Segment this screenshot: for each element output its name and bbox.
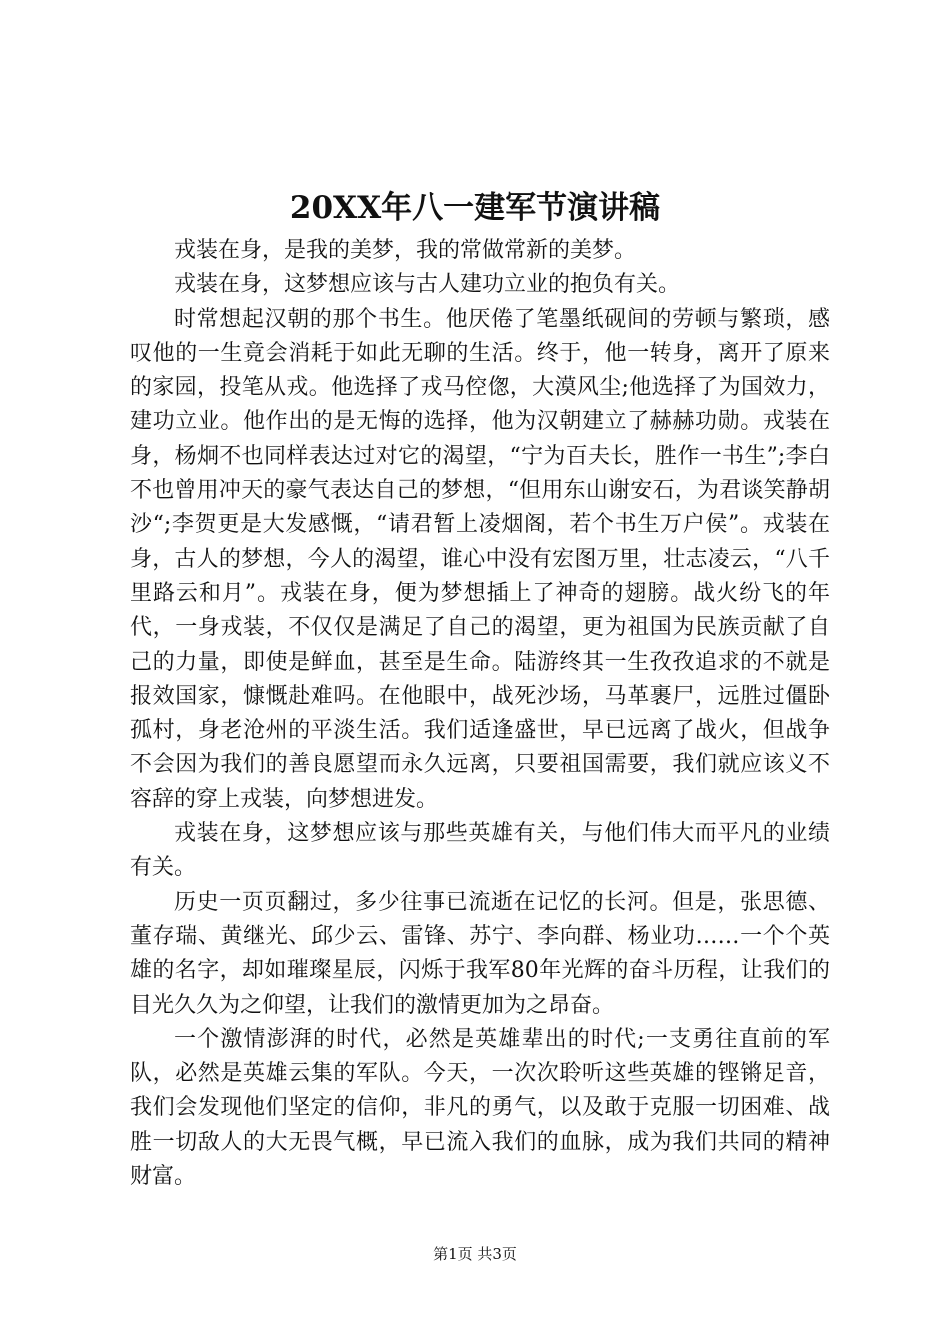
paragraph-1: 戎装在身，是我的美梦，我的常做常新的美梦。 (174, 238, 637, 263)
document-title: 20XX年八一建军节演讲稿 (289, 190, 661, 226)
paragraph-3: 时常想起汉朝的那个书生。他厌倦了笔墨纸砚间的劳顿与繁琐，感叹他的一生竟会消耗于如此无聊的生活。终于，他一转身，离开了原来的家园，投笔从戎。他选择了戎马倥偬，大漠风尘;他选择了为国效力，建功立业。他作出的是无悔的选择，他为汉朝建立了赫赫功勋。戎装在身，杨炯不也同样表达过对它的渴望，“宁为百夫长，胜作一书生”;李白不也曾用冲天的豪气表达自己的梦想，“但用东山谢安石，为君谈笑静胡沙“;李贺更是大发感慨，“请君暂上凌烟阁，若个书生万户侯”。戎装在身，古人的梦想，今人的渴望，谁心中没有宏图万里，壮志凌云，“八千里路云和月”。戎装在身，便为梦想插上了神奇的翅膀。战火纷飞的年代，一身戎装，不仅仅是满足了自己的渴望，更为祖国为民族贡献了自己的力量，即使是鲜血，甚至是生命。陆游终其一生孜孜追求的不就是报效国家，慷慨赴难吗。在他眼中，战死沙场，马革裹尸，远胜过僵卧孤村，身老沧州的平淡生活。我们适逢盛世，早已远离了战火，但战争不会因为我们的善良愿望而永久远离，只要祖国需要，我们就应该义不容辞的穿上戎装，向梦想进发。 (130, 306, 830, 812)
paragraph-4: 戎装在身，这梦想应该与那些英雄有关，与他们伟大而平凡的业绩有关。 (130, 821, 830, 881)
paragraph-6: 一个激情澎湃的时代，必然是英雄辈出的时代;一支勇往直前的军队，必然是英雄云集的军队。今天，一次次聆听这些英雄的铿锵足音，我们会发现他们坚定的信仰，非凡的勇气，以及敢于克服一切困难、战胜一切敌人的大无畏气概，早已流入我们的血脉，成为我们共同的精神财富。 (130, 1026, 830, 1190)
paragraph-5: 历史一页页翻过，多少往事已流逝在记忆的长河。但是，张思德、董存瑞、黄继光、邱少云、雷锋、苏宁、李向群、杨业功……一个个英雄的名字，却如璀璨星辰，闪烁于我军80年光辉的奋斗历程，让我们的目光久久为之仰望，让我们的激情更加为之昂奋。 (130, 889, 830, 1018)
paragraph-2: 戎装在身，这梦想应该与古人建功立业的抱负有关。 (174, 272, 681, 298)
page-number-footer: 第1页 共3页 (433, 1245, 517, 1263)
document-body (130, 234, 830, 1194)
